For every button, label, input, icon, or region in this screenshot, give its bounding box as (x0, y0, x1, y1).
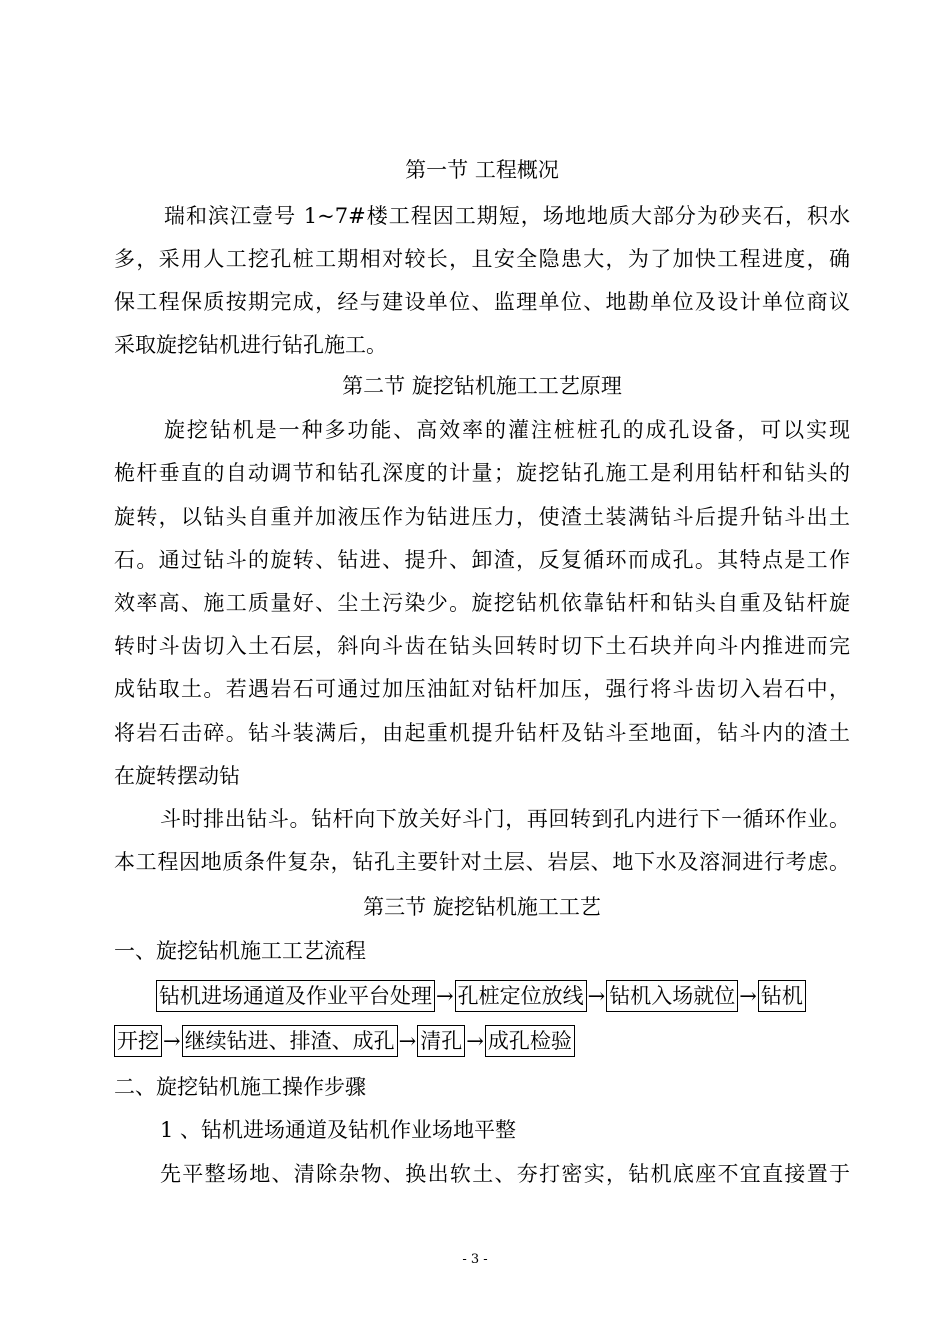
arrow-right-icon: → (163, 1029, 181, 1053)
flow-step-1: 钻机进场通道及作业平台处理 (156, 980, 435, 1012)
arrow-right-icon: → (587, 984, 606, 1008)
flow-step-4-part-2: 开挖 (114, 1025, 162, 1057)
arrow-right-icon: → (466, 1029, 484, 1053)
arrow-right-icon: → (739, 984, 757, 1008)
flow-step-3: 钻机入场就位 (606, 980, 738, 1012)
section-3-item-1-text: 先平整场地、清除杂物、换出软土、夯打密实，钻机底座不宜直接置于 (160, 1162, 850, 1186)
section-2-para2-line-2: 本工程因地质条件复杂，钻孔主要针对土层、岩层、地下水及溶洞进行考虑。 (114, 850, 850, 874)
flow-step-2: 孔桩定位放线 (455, 980, 587, 1012)
section-2-para-line-2: 桅杆垂直的自动调节和钻孔深度的计量；旋挖钻孔施工是利用钻杆和钻头的 (114, 461, 850, 485)
section-3-item-1-heading: 1 、钻机进场通道及钻机作业场地平整 (160, 1118, 517, 1142)
flow-row-2 (114, 1025, 850, 1057)
section-3-subheading-2: 二、旋挖钻机施工操作步骤 (114, 1075, 366, 1099)
section-2-para-line-9: 在旋转摆动钻 (114, 764, 240, 788)
section-1-para-line-2: 多，采用人工挖孔桩工期相对较长，且安全隐患大，为了加快工程进度，确 (114, 247, 850, 271)
section-2-para-line-1: 旋挖钻机是一种多功能、高效率的灌注桩桩孔的成孔设备，可以实现 (164, 418, 850, 442)
flow-step-6: 清孔 (417, 1025, 465, 1057)
section-1-title: 第一节 工程概况 (405, 158, 559, 182)
section-2-para-line-8: 将岩石击碎。钻斗装满后，由起重机提升钻杆及钻斗至地面，钻斗内的渣土 (114, 721, 850, 745)
section-2-para-line-4: 石。通过钻斗的旋转、钻进、提升、卸渣，反复循环而成孔。其特点是工作 (114, 548, 850, 572)
section-2-para-line-7: 成钻取土。若遇岩石可通过加压油缸对钻杆加压，强行将斗齿切入岩石中， (114, 677, 850, 701)
section-1-para-line-1: 瑞和滨江壹号 1~7#楼工程因工期短，场地地质大部分为砂夹石，积水 (164, 204, 850, 228)
section-1-para-line-4: 采取旋挖钻机进行钻孔施工。 (114, 333, 387, 357)
section-2-para2-line-1: 斗时排出钻斗。钻杆向下放关好斗门，再回转到孔内进行下一循环作业。 (160, 807, 850, 831)
section-3-title: 第三节 旋挖钻机施工工艺 (363, 895, 601, 919)
section-2-para-line-6: 转时斗齿切入土石层，斜向斗齿在钻头回转时切下土石块并向斗内推进而完 (114, 634, 850, 658)
page-number: - 3 - (462, 1252, 488, 1267)
section-1-para-line-3: 保工程保质按期完成，经与建设单位、监理单位、地勘单位及设计单位商议 (114, 290, 850, 314)
section-2-para-line-5: 效率高、施工质量好、尘土污染少。旋挖钻机依靠钻杆和钻头自重及钻杆旋 (114, 591, 850, 615)
arrow-right-icon: → (436, 984, 454, 1008)
section-2-para-line-3: 旋转，以钻头自重并加液压作为钻进压力，使渣土装满钻斗后提升钻斗出土 (114, 505, 850, 529)
flow-row-1 (156, 980, 850, 1012)
flow-step-7: 成孔检验 (485, 1025, 575, 1057)
section-3-subheading-1: 一、旋挖钻机施工工艺流程 (114, 939, 366, 963)
arrow-right-icon: → (398, 1029, 417, 1053)
section-2-title: 第二节 旋挖钻机施工工艺原理 (342, 374, 622, 398)
flow-step-4-part-1: 钻机 (758, 980, 806, 1012)
flow-step-5: 继续钻进、排渣、成孔 (182, 1025, 398, 1057)
